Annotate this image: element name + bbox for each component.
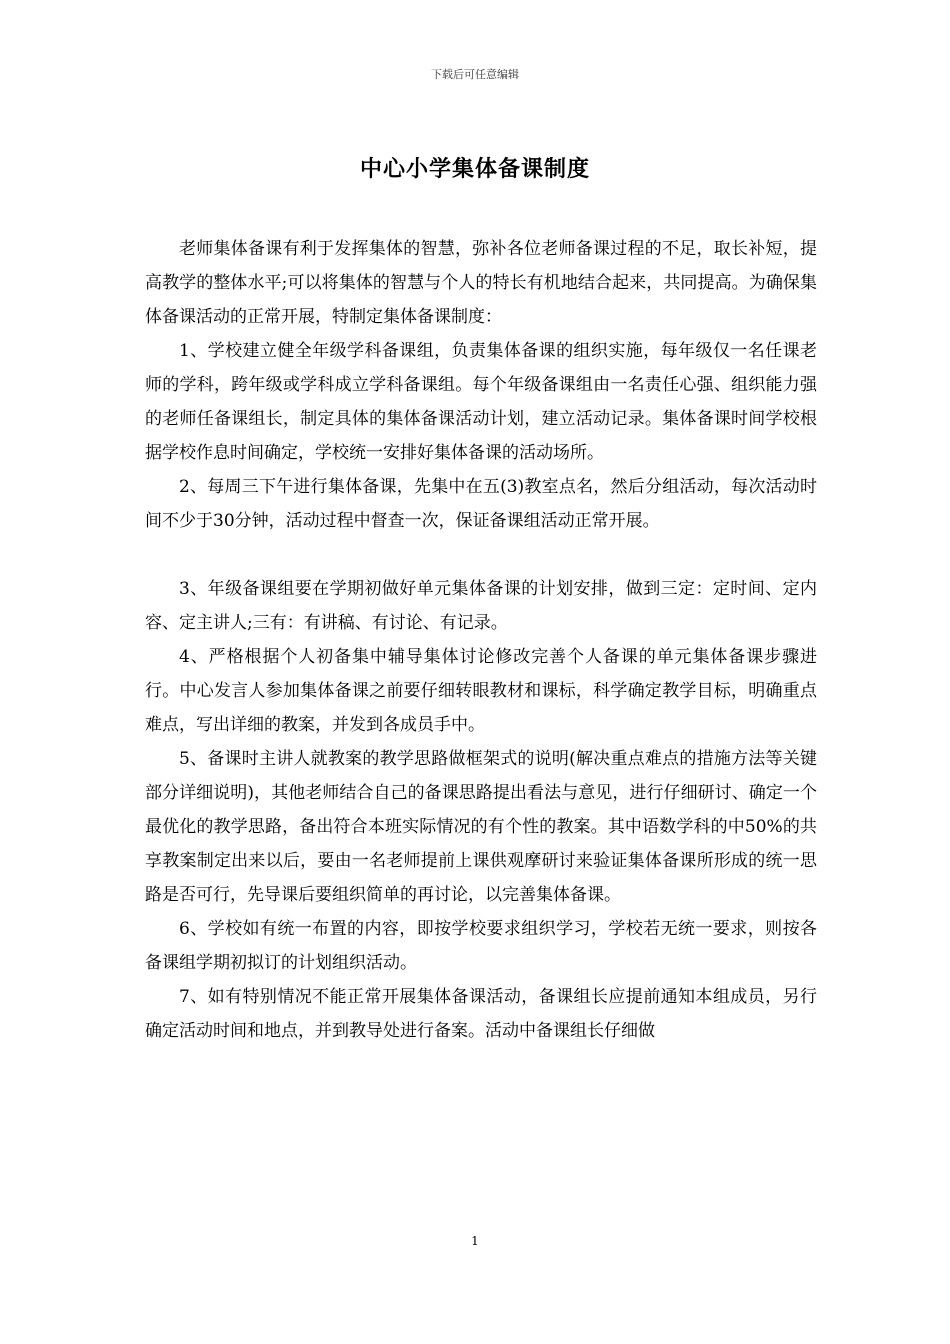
document-body — [145, 232, 817, 1048]
paragraph-item-2: 2、每周三下午进行集体备课，先集中在五(3)教室点名，然后分组活动，每次活动时间不少于30分钟，活动过程中督查一次，保证备课组活动正常开展。 — [145, 477, 817, 531]
paragraph-item-6: 6、学校如有统一布置的内容，即按学校要求组织学习，学校若无统一要求，则按各备课组学期初拟订的计划组织活动。 — [145, 919, 817, 973]
paragraph-item-5: 5、备课时主讲人就教案的教学思路做框架式的说明(解决重点难点的措施方法等关键部分详细说明)，其他老师结合自己的备课思路提出看法与意见，进行仔细研讨、确定一个最优化的教学思路，备出符合本班实际情况的有个性的教案。其中语数学科的中50%的共享教案制定出来以后，要由一名老师提前上课供观摩研讨来验证集体备课所形成的统一思路是否可行，先导课后要组织简单的再讨论，以完善集体备课。 — [145, 749, 817, 905]
header-note: 下载后可任意编辑 — [431, 68, 519, 81]
document-title: 中心小学集体备课制度 — [359, 157, 590, 182]
paragraph-item-7: 7、如有特别情况不能正常开展集体备课活动，备课组长应提前通知本组成员，另行确定活动时间和地点，并到教导处进行备案。活动中备课组长仔细做 — [145, 987, 817, 1041]
paragraph-item-4: 4、严格根据个人初备集中辅导集体讨论修改完善个人备课的单元集体备课步骤进行。中心发言人参加集体备课之前要仔细转眼教材和课标，科学确定教学目标，明确重点难点，写出详细的教案，并发到各成员手中。 — [145, 647, 817, 735]
paragraph-item-3: 3、年级备课组要在学期初做好单元集体备课的计划安排，做到三定：定时间、定内容、定主讲人;三有：有讲稿、有讨论、有记录。 — [145, 579, 817, 633]
page-number: 1 — [471, 1234, 479, 1248]
paragraph-item-1: 1、学校建立健全年级学科备课组，负责集体备课的组织实施，每年级仅一名任课老师的学科，跨年级或学科成立学科备课组。每个年级备课组由一名责任心强、组织能力强的老师任备课组长，制定具体的集体备课活动计划，建立活动记录。集体备课时间学校根据学校作息时间确定，学校统一安排好集体备课的活动场所。 — [145, 341, 817, 463]
paragraph-intro: 老师集体备课有利于发挥集体的智慧，弥补各位老师备课过程的不足，取长补短，提高教学的整体水平;可以将集体的智慧与个人的特长有机地结合起来，共同提高。为确保集体备课活动的正常开展，特制定集体备课制度： — [145, 239, 817, 327]
